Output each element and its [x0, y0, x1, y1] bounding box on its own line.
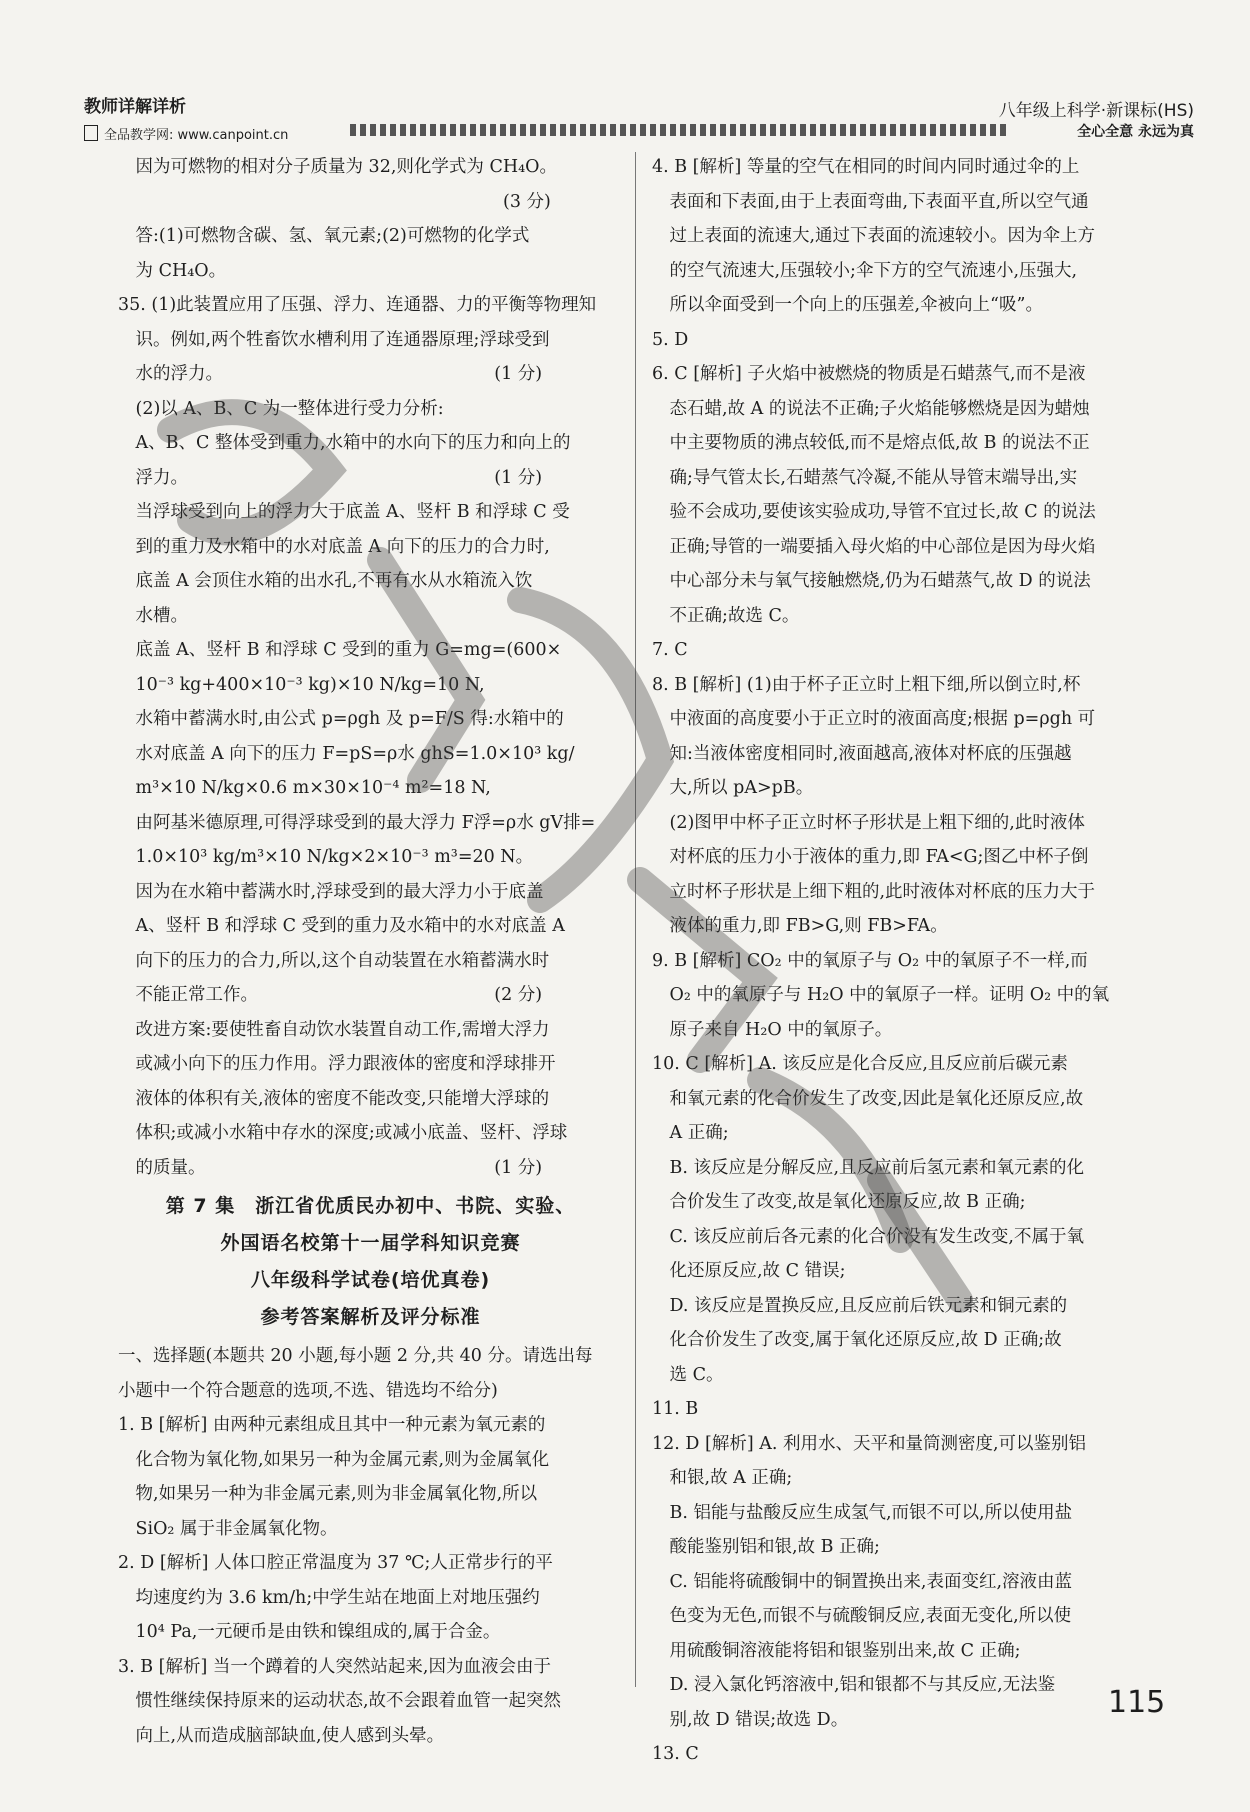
text-line: 为 CH₄O。 [118, 260, 227, 281]
text-line: 用硫酸铜溶液能将铝和银鉴别出来,故 C 正确; [652, 1640, 1021, 1661]
left-column [118, 150, 623, 1753]
text-line: 中主要物质的沸点较低,而不是熔点低,故 B 的说法不正 [652, 433, 1090, 453]
right-column [652, 150, 1189, 1772]
text-line: 3. B [解析] 当一个蹲着的人突然站起来,因为血液会由于 [118, 1656, 551, 1677]
text-line: 中液面的高度要小于正立时的液面高度;根据 p=ρgh 可 [652, 709, 1096, 729]
text-line: 的空气流速大,压强较小;伞下方的空气流速小,压强大, [652, 260, 1078, 281]
header-site-text: 全品教学网: www.canpoint.cn [104, 128, 289, 143]
text-line: 化还原反应,故 C 错误; [652, 1261, 846, 1281]
text-line: 合价发生了改变,故是氧化还原反应,故 B 正确; [652, 1192, 1026, 1212]
text-line: 一、选择题(本题共 20 小题,每小题 2 分,共 40 分。请选出每 [118, 1346, 593, 1366]
text-line: 所以伞面受到一个向上的压强差,伞被向上“吸”。 [652, 295, 1043, 315]
text-line: 5. D [652, 329, 689, 350]
text-line: 改进方案:要使牲畜自动饮水装置自动工作,需增大浮力 [118, 1019, 550, 1040]
text-line: 10⁴ Pa,一元硬币是由铁和镍组成的,属于合金。 [118, 1622, 501, 1642]
text-line: D. 浸入氯化钙溶液中,铝和银都不与其反应,无法鉴 [652, 1675, 1056, 1695]
text-line: 水槽。 [118, 605, 188, 626]
text-line: 别,故 D 错误;故选 D。 [652, 1709, 849, 1730]
section-title-line: 外国语名校第十一届学科知识竞赛 [220, 1232, 521, 1254]
text-line: 态石蜡,故 A 的说法不正确;子火焰能够燃烧是因为蜡烛 [652, 398, 1090, 419]
text-line: A 正确; [652, 1123, 729, 1143]
text-line: 因为在水箱中蓄满水时,浮球受到的最大浮力小于底盖 [118, 881, 544, 902]
text-line: 确;导气管太长,石蜡蒸气冷凝,不能从导管末端导出,实 [652, 467, 1078, 488]
text-line: 知:当液体密度相同时,液面越高,液体对杯底的压强越 [652, 743, 1072, 764]
book-icon [84, 125, 98, 141]
text-line: 1. B [解析] 由两种元素组成且其中一种元素为氧元素的 [118, 1415, 546, 1435]
text-line: 浮力。 (1 分) [118, 467, 543, 488]
section-title-line: 第 7 集 浙江省优质民办初中、书院、实验、 [165, 1195, 576, 1217]
text-line: 水箱中蓄满水时,由公式 p=ρgh 及 p=F/S 得:水箱中的 [118, 709, 564, 729]
header-left-site [84, 124, 288, 143]
text-line: 到的重力及水箱中的水对底盖 A 向下的压力的合力时, [118, 536, 550, 557]
text-line: 8. B [解析] (1)由于杯子正立时上粗下细,所以倒立时,杯 [652, 674, 1081, 695]
text-line: 11. B [652, 1399, 699, 1419]
text-line: 和氧元素的化合价发生了改变,因此是氧化还原反应,故 [652, 1088, 1084, 1109]
text-line: 过上表面的流速大,通过下表面的流速较小。因为伞上方 [652, 226, 1096, 246]
text-line: 答:(1)可燃物含碳、氢、氧元素;(2)可燃物的化学式 [118, 226, 530, 246]
text-line: 对杯底的压力小于液体的重力,即 FA<G;图乙中杯子倒 [652, 847, 1089, 867]
header-left-title: 教师详解详析 [84, 97, 186, 117]
text-line: 液体的重力,即 FB>G,则 FB>FA。 [652, 916, 948, 936]
text-line: 水对底盖 A 向下的压力 F=pS=ρ水 ghS=1.0×10³ kg/ [118, 743, 575, 764]
text-line: 不能正常工作。 (2 分) [118, 985, 543, 1005]
text-line: 体积;或减小水箱中存水的深度;或减小底盖、竖杆、浮球 [118, 1123, 568, 1143]
text-line: 1.0×10³ kg/m³×10 N/kg×2×10⁻³ m³=20 N。 [118, 847, 534, 867]
text-line: 的质量。 (1 分) [118, 1157, 543, 1178]
text-line: 35. (1)此装置应用了压强、浮力、连通器、力的平衡等物理知 [118, 295, 597, 315]
text-line: 底盖 A、竖杆 B 和浮球 C 受到的重力 G=mg=(600× [118, 640, 562, 660]
text-line: A、B、C 整体受到重力,水箱中的水向下的压力和向上的 [118, 433, 571, 453]
text-line: 7. C [652, 640, 688, 660]
text-line: 10. C [解析] A. 该反应是化合反应,且反应前后碳元素 [652, 1054, 1068, 1074]
text-line: C. 该反应前后各元素的化合价没有发生改变,不属于氧 [652, 1226, 1084, 1247]
text-line: 中心部分未与氧气接触燃烧,仍为石蜡蒸气,故 D 的说法 [652, 571, 1091, 591]
text-line: 小题中一个符合题意的选项,不选、错选均不给分) [118, 1380, 498, 1401]
text-line: 4. B [解析] 等量的空气在相同的时间内同时通过伞的上 [652, 157, 1080, 177]
text-line: (3 分) [118, 191, 551, 212]
text-line: 均速度约为 3.6 km/h;中学生站在地面上对地压强约 [118, 1587, 540, 1608]
text-line: 12. D [解析] A. 利用水、天平和量筒测密度,可以鉴别铝 [652, 1433, 1087, 1454]
text-line: 向下的压力的合力,所以,这个自动装置在水箱蓄满水时 [118, 950, 550, 971]
text-line: 当浮球受到向上的浮力大于底盖 A、竖杆 B 和浮球 C 受 [118, 502, 570, 522]
text-line: 化合价发生了改变,属于氧化还原反应,故 D 正确;故 [652, 1330, 1062, 1350]
text-line: (2)以 A、B、C 为一整体进行受力分析: [118, 398, 444, 419]
column-divider [635, 152, 636, 1687]
text-line: 原子来自 H₂O 中的氧原子。 [652, 1019, 893, 1040]
page-header [0, 0, 1250, 150]
text-line: 由阿基米德原理,可得浮球受到的最大浮力 F浮=ρ水 gV排= [118, 812, 596, 833]
page-number: 115 [1108, 1685, 1166, 1720]
text-line: 2. D [解析] 人体口腔正常温度为 37 ℃;人正常步行的平 [118, 1553, 553, 1573]
text-line: SiO₂ 属于非金属氧化物。 [118, 1518, 338, 1539]
text-line: 立时杯子形状是上细下粗的,此时液体对杯底的压力大于 [652, 881, 1096, 902]
text-line: 13. C [652, 1744, 699, 1764]
text-line: 因为可燃物的相对分子质量为 32,则化学式为 CH₄O。 [118, 157, 557, 177]
section-title-line: 参考答案解析及评分标准 [260, 1306, 481, 1328]
text-line: 验不会成功,要使该实验成功,导管不宜过长,故 C 的说法 [652, 502, 1096, 522]
text-line: A、竖杆 B 和浮球 C 受到的重力及水箱中的水对底盖 A [118, 916, 565, 936]
text-line: 惯性继续保持原来的运动状态,故不会跟着血管一起突然 [118, 1691, 562, 1711]
header-decorative-rule [350, 124, 1010, 136]
text-line: B. 铝能与盐酸反应生成氢气,而银不可以,所以使用盐 [652, 1502, 1073, 1523]
text-line: 或减小向下的压力作用。浮力跟液体的密度和浮球排开 [118, 1054, 556, 1074]
text-line: B. 该反应是分解反应,且反应前后氢元素和氧元素的化 [652, 1157, 1085, 1178]
text-line: 和银,故 A 正确; [652, 1468, 793, 1488]
right-column-answers [652, 150, 1189, 1772]
text-line: O₂ 中的氧原子与 H₂O 中的氧原子一样。证明 O₂ 中的氧 [652, 985, 1110, 1005]
text-line: 6. C [解析] 子火焰中被燃烧的物质是石蜡蒸气,而不是液 [652, 364, 1086, 384]
section-title-block [118, 1188, 623, 1336]
text-line: 水的浮力。 (1 分) [118, 364, 543, 384]
text-line: 色变为无色,而银不与硫酸铜反应,表面无变化,所以使 [652, 1606, 1072, 1626]
header-right-slogan: 全心全意 永远为真 [1077, 124, 1194, 140]
text-line: (2)图甲中杯子正立时杯子形状是上粗下细的,此时液体 [652, 812, 1085, 833]
text-line: 酸能鉴别铝和银,故 B 正确; [652, 1537, 880, 1557]
text-line: 9. B [解析] CO₂ 中的氧原子与 O₂ 中的氧原子不一样,而 [652, 950, 1088, 971]
text-line: 向上,从而造成脑部缺血,使人感到头晕。 [118, 1725, 445, 1746]
text-line: D. 该反应是置换反应,且反应前后铁元素和铜元素的 [652, 1295, 1068, 1316]
header-right-title: 八年级上科学·新课标(HS) [998, 101, 1194, 121]
section-title-line: 八年级科学试卷(培优真卷) [250, 1269, 491, 1291]
left-column-body [118, 150, 623, 1185]
text-line: m³×10 N/kg×0.6 m×30×10⁻⁴ m²=18 N, [118, 778, 491, 798]
text-line: 选 C。 [652, 1364, 724, 1385]
text-line: 表面和下表面,由于上表面弯曲,下表面平直,所以空气通 [652, 191, 1089, 212]
text-line: 大,所以 pA>pB。 [652, 778, 814, 798]
text-line: 10⁻³ kg+400×10⁻³ kg)×10 N/kg=10 N, [118, 674, 485, 695]
text-line: 液体的体积有关,液体的密度不能改变,只能增大浮球的 [118, 1088, 550, 1109]
text-line: C. 铝能将硫酸铜中的铜置换出来,表面变红,溶液由蓝 [652, 1571, 1073, 1592]
text-line: 物,如果另一种为非金属元素,则为非金属氧化物,所以 [118, 1484, 538, 1504]
text-line: 化合物为氧化物,如果另一种为金属元素,则为金属氧化 [118, 1449, 550, 1470]
text-line: 正确;导管的一端要插入母火焰的中心部位是因为母火焰 [652, 536, 1096, 557]
text-line: 不正确;故选 C。 [652, 605, 800, 626]
text-line: 识。例如,两个牲畜饮水槽利用了连通器原理;浮球受到 [118, 329, 550, 350]
left-column-answers [118, 1339, 623, 1753]
text-line: 底盖 A 会顶住水箱的出水孔,不再有水从水箱流入饮 [118, 571, 533, 591]
